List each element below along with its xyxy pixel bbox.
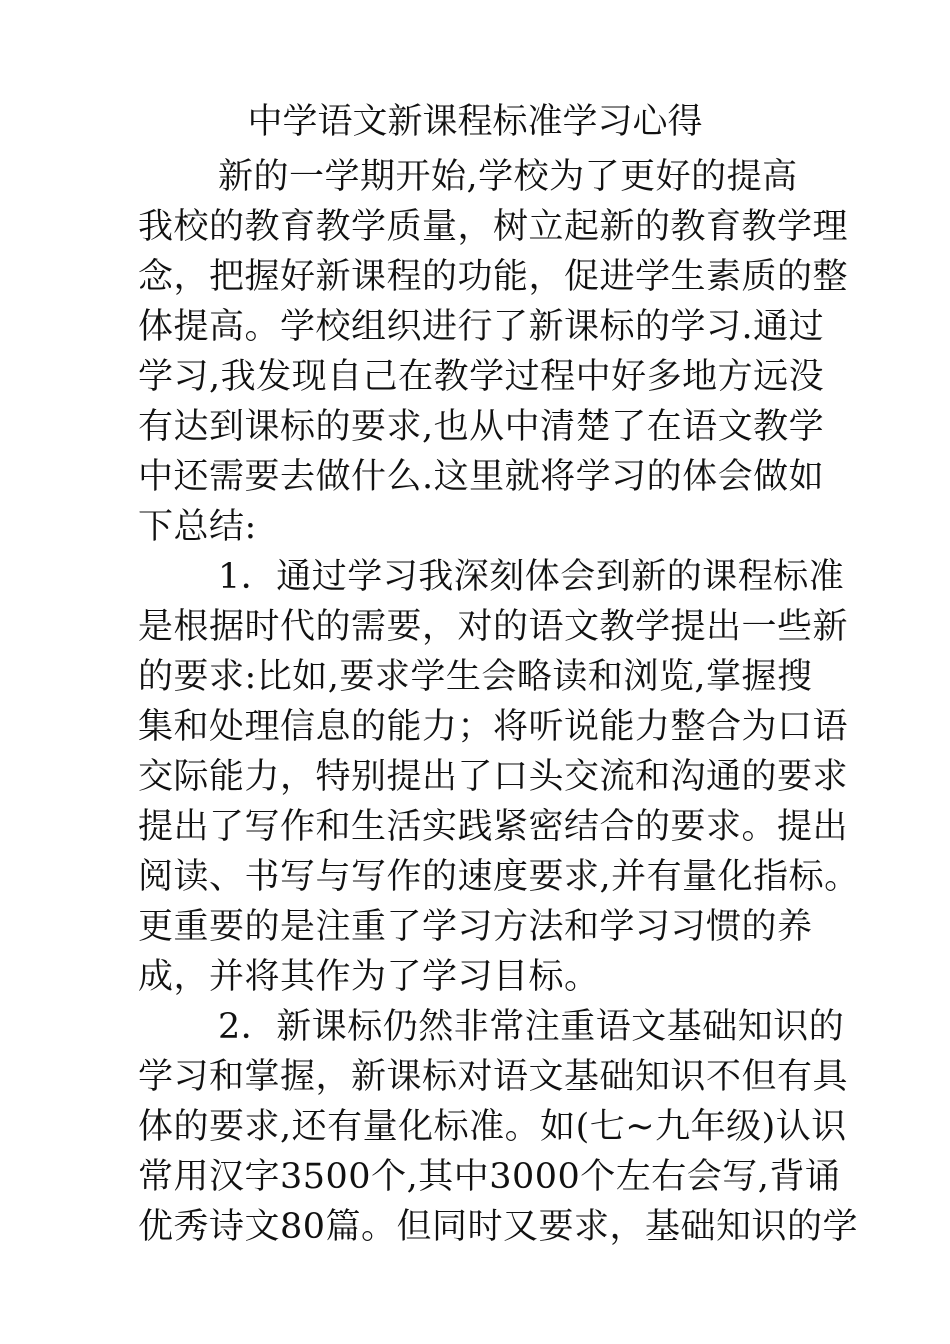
paragraph-line: 我校的教育教学质量，树立起新的教育教学理	[138, 207, 849, 247]
paragraph-line: 体的要求,还有量化标准。如(七~九年级)认识	[138, 1107, 847, 1147]
paragraph-line: 常用汉字3500个,其中3000个左右会写,背诵	[138, 1157, 841, 1197]
paragraph-line: 交际能力，特别提出了口头交流和沟通的要求	[138, 757, 849, 797]
paragraph-line: 集和处理信息的能力；将听说能力整合为口语	[138, 707, 849, 747]
paragraph-line: 的要求:比如,要求学生会略读和浏览,掌握搜	[138, 657, 813, 697]
paragraph-line: 阅读、书写与写作的速度要求,并有量化指标。	[138, 857, 860, 897]
paragraph-line: 新的一学期开始,学校为了更好的提高	[218, 157, 798, 197]
paragraph-line: 念，把握好新课程的功能，促进学生素质的整	[138, 257, 849, 297]
paragraph-line: 优秀诗文80篇。但同时又要求，基础知识的学	[138, 1207, 859, 1247]
paragraph-line: 学习,我发现自己在教学过程中好多地方远没	[138, 357, 825, 397]
paragraph-line: 成，并将其作为了学习目标。	[138, 957, 600, 997]
paragraph-line: 体提高。学校组织进行了新课标的学习.通过	[138, 307, 825, 347]
paragraph-line: 下总结:	[138, 507, 257, 547]
document-title: 中学语文新课程标准学习心得	[247, 102, 703, 142]
paragraph-line: 是根据时代的需要，对的语文教学提出一些新	[138, 607, 849, 647]
paragraph-line: 2．新课标仍然非常注重语文基础知识的	[218, 1007, 845, 1047]
paragraph-line: 中还需要去做什么.这里就将学习的体会做如	[138, 457, 825, 497]
paragraph-line: 学习和掌握，新课标对语文基础知识不但有具	[138, 1057, 849, 1097]
paragraph-line: 有达到课标的要求,也从中清楚了在语文教学	[138, 407, 825, 447]
paragraph-line: 更重要的是注重了学习方法和学习习惯的养	[138, 907, 813, 947]
paragraph-line: 1．通过学习我深刻体会到新的课程标准	[218, 557, 845, 597]
paragraph-line: 提出了写作和生活实践紧密结合的要求。提出	[138, 807, 849, 847]
